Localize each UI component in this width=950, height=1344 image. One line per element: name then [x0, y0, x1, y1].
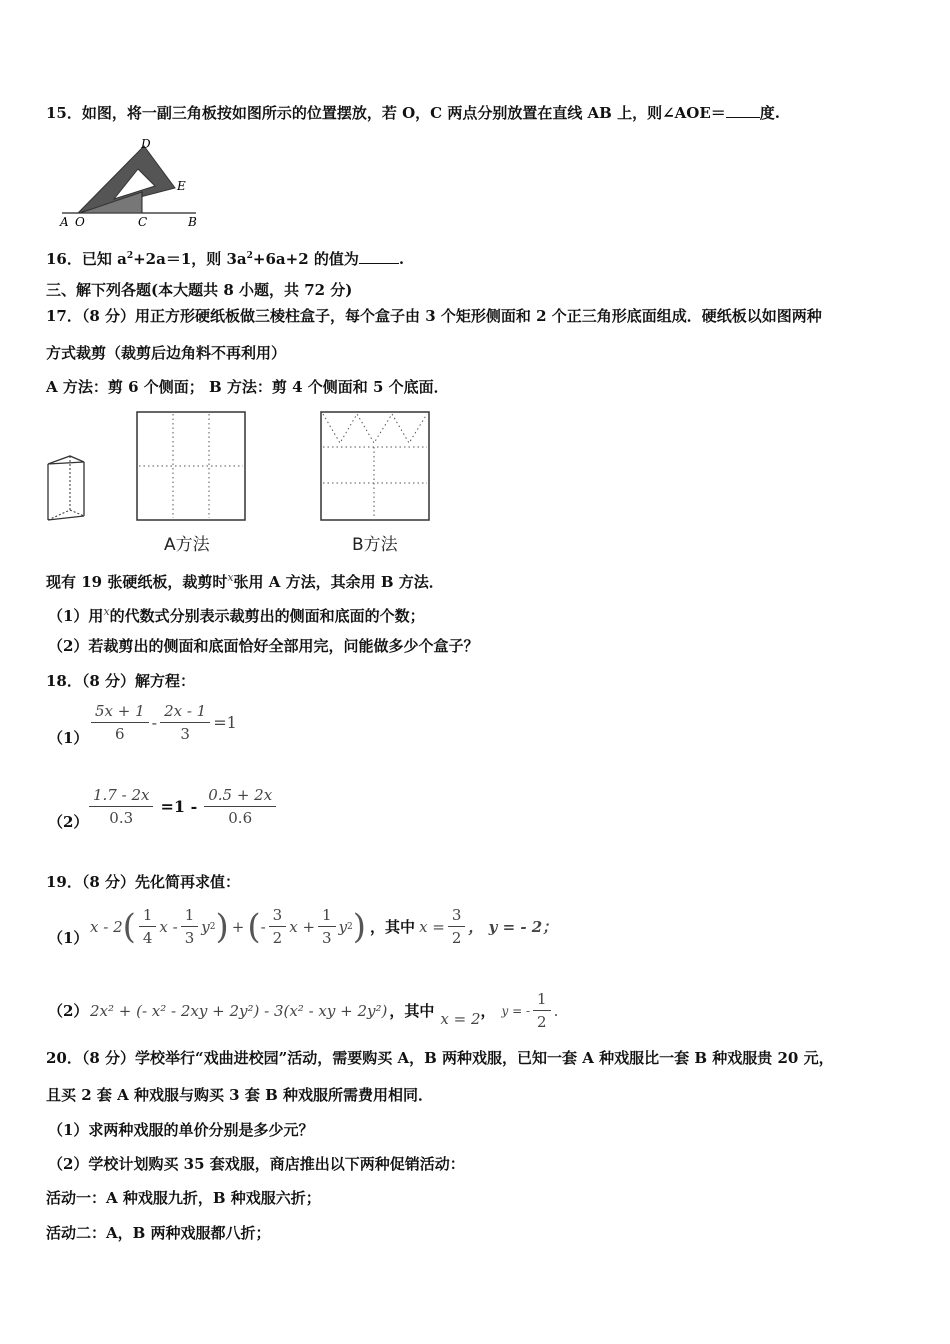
q19-p1-sq1: 2 [209, 921, 216, 932]
q16-end: . [398, 250, 405, 268]
prism-figure [44, 452, 92, 526]
q19-p1-f2n: 1 [181, 906, 199, 927]
q20-line1: 20．（8 分）学校举行“戏曲进校园”活动，需要购买 A，B 两种戏服，已知一套 A 种戏服比一套 B 种戏服贵 20 元， [46, 1049, 834, 1067]
q19-p1-f1d: 4 [142, 929, 153, 947]
q18-p2-f2-num: 0.5 + 2x [204, 786, 276, 807]
q19-p1-c: y [201, 917, 210, 936]
q18-p1-f1-den: 6 [115, 725, 125, 743]
q19-p1-xn: 3 [448, 906, 466, 927]
q19-p1-f4d: 3 [322, 929, 332, 947]
q18-p2-equation [86, 786, 279, 827]
q19-p2-label: （2） [48, 1002, 89, 1020]
q19-p1-xeq: x = [419, 917, 445, 936]
q18-p2-f1-num: 1.7 - 2x [89, 786, 153, 807]
q17-sub1a: （1）用 [48, 607, 104, 625]
q19-p1-xd: 2 [451, 929, 462, 947]
label-c: C [138, 215, 148, 229]
q19-p1-e: x + [289, 917, 316, 936]
q18-title: 18．（8 分）解方程： [46, 672, 196, 690]
q18-p2-mid: =1 - [160, 797, 198, 816]
q20-line2: 且买 2 套 A 种戏服与购买 3 套 B 种戏服所需费用相同． [46, 1086, 433, 1104]
label-o: O [75, 215, 85, 229]
q16-rest: +6a+2 的值为 [252, 250, 359, 268]
q15-text-line [46, 103, 780, 123]
q19-p1-f4n: 1 [318, 906, 336, 927]
q19-p1-f1n: 1 [139, 906, 157, 927]
q20-activity2: 活动二：A，B 两种戏服都八折； [46, 1224, 271, 1242]
section-3-heading: 三、解下列各题(本大题共 8 小题，共 72 分) [46, 281, 353, 299]
q19-p2-x: x = 2 [440, 1009, 481, 1028]
q19-p1-f: y [338, 917, 348, 936]
q17-line3: A 方法：剪 6 个侧面； B 方法：剪 4 个侧面和 5 个底面． [46, 378, 449, 396]
q17-line1: 17．（8 分）用正方形硬纸板做三棱柱盒子，每个盒子由 3 个矩形侧面和 2 个正三角形底面组成．硬纸板以如图两种 [46, 307, 822, 325]
label-d: D [141, 137, 151, 151]
q16-sup1: 2 [126, 251, 134, 261]
q18-p1-equation [88, 702, 237, 743]
q18-p2-f2-den: 0.6 [228, 809, 253, 827]
q18-p2-f1-den: 0.3 [109, 809, 134, 827]
label-b: B [188, 215, 197, 229]
label-a: A [60, 215, 69, 229]
q18-p1-f2-den: 3 [180, 725, 190, 743]
q19-p1-d: - [260, 917, 266, 936]
q18-p1-minus: - [151, 713, 158, 732]
q16-mid: +2a＝1，则 3a [133, 250, 247, 268]
q19-p2-yn: 1 [533, 990, 551, 1011]
q19-p1-yeq: ， y = - 2； [468, 918, 558, 936]
q15-suffix: 度. [759, 104, 781, 122]
q17-sub1 [48, 602, 425, 626]
q16-line [46, 246, 404, 269]
q19-p1-plus: + [231, 917, 245, 936]
q17-sub1-x: x [103, 605, 110, 618]
q15-answer-blank[interactable] [726, 103, 760, 118]
q19-p1-sq2: 2 [347, 921, 353, 932]
q19-p2-end: . [553, 1001, 559, 1020]
q18-p2-label: （2） [48, 813, 89, 831]
method-b-board [320, 411, 432, 523]
q19-p1-b: x - [159, 917, 178, 936]
q19-p1-a: x - 2 [90, 917, 123, 936]
q15-text: 15．如图，将一副三角板按如图所示的位置摆放，若 O，C 两点分别放置在直线 AB 上，则∠AOE＝ [46, 104, 726, 122]
method-a-board [136, 411, 248, 523]
q17-sub1b: 的代数式分别表示裁剪出的侧面和底面的个数； [109, 607, 425, 625]
q18-p1-f2-num: 2x - 1 [160, 702, 210, 723]
q19-p1-f3n: 3 [269, 906, 287, 927]
q19-p2-expr: 2x² + (- x² - 2xy + 2y²) - 3(x² - xy + 2y²) [90, 1001, 388, 1020]
method-a-caption: A方法 [164, 535, 210, 555]
label-e: E [177, 179, 186, 193]
q19-title: 19．（8 分）先化简再求值： [46, 873, 241, 891]
q19-p2-where: ，其中 [389, 1002, 435, 1020]
q20-sub2: （2）学校计划购买 35 套戏服，商店推出以下两种促销活动： [48, 1155, 465, 1173]
q19-p2-yeq: y = - [501, 1003, 531, 1018]
q18-p1-f1-num: 5x + 1 [91, 702, 149, 723]
q17-line4 [46, 568, 444, 592]
q16-sup2: 2 [246, 251, 253, 261]
q19-p2-comma: ， [480, 1002, 496, 1020]
q19-p1-f3d: 2 [272, 929, 283, 947]
method-b-caption: B方法 [352, 535, 398, 555]
q17-line4a: 现有 19 张硬纸板，裁剪时 [46, 573, 228, 591]
q20-activity1: 活动一：A 种戏服九折，B 种戏服六折； [46, 1189, 321, 1207]
q17-sub2: （2）若裁剪出的侧面和底面恰好全部用完，问能做多少个盒子？ [48, 637, 479, 655]
q17-line4-x: x [227, 571, 234, 584]
q18-p1-label: （1） [48, 729, 89, 747]
q19-p2-expression [90, 990, 558, 1031]
q19-p2-yd: 2 [537, 1013, 547, 1031]
q19-p1-label: （1） [48, 929, 89, 947]
q17-line2: 方式裁剪（裁剪后边角料不再利用） [46, 344, 287, 362]
q20-sub1: （1）求两种戏服的单价分别是多少元？ [48, 1121, 314, 1139]
q18-p1-rhs: =1 [213, 713, 237, 732]
q19-p1-where: ，其中 [370, 918, 416, 936]
q16-answer-blank[interactable] [359, 249, 399, 264]
q19-p1-f2d: 3 [184, 929, 195, 947]
q19-p1-expression: x - 2 ( $\frac{1}{4}$ x - $\frac{1}{3}$ y 2 ) + ( - $\frac{3}{2}$ x + $\frac{1}{3}$ y 2 ) ，其中 x = $\frac{3}{2}$ ， y = - 2； [90, 906, 558, 947]
q16-prefix: 16．已知 a [46, 250, 127, 268]
q17-line4b: 张用 A 方法，其余用 B 方法． [233, 573, 444, 591]
q15-triangle-figure [56, 134, 206, 230]
